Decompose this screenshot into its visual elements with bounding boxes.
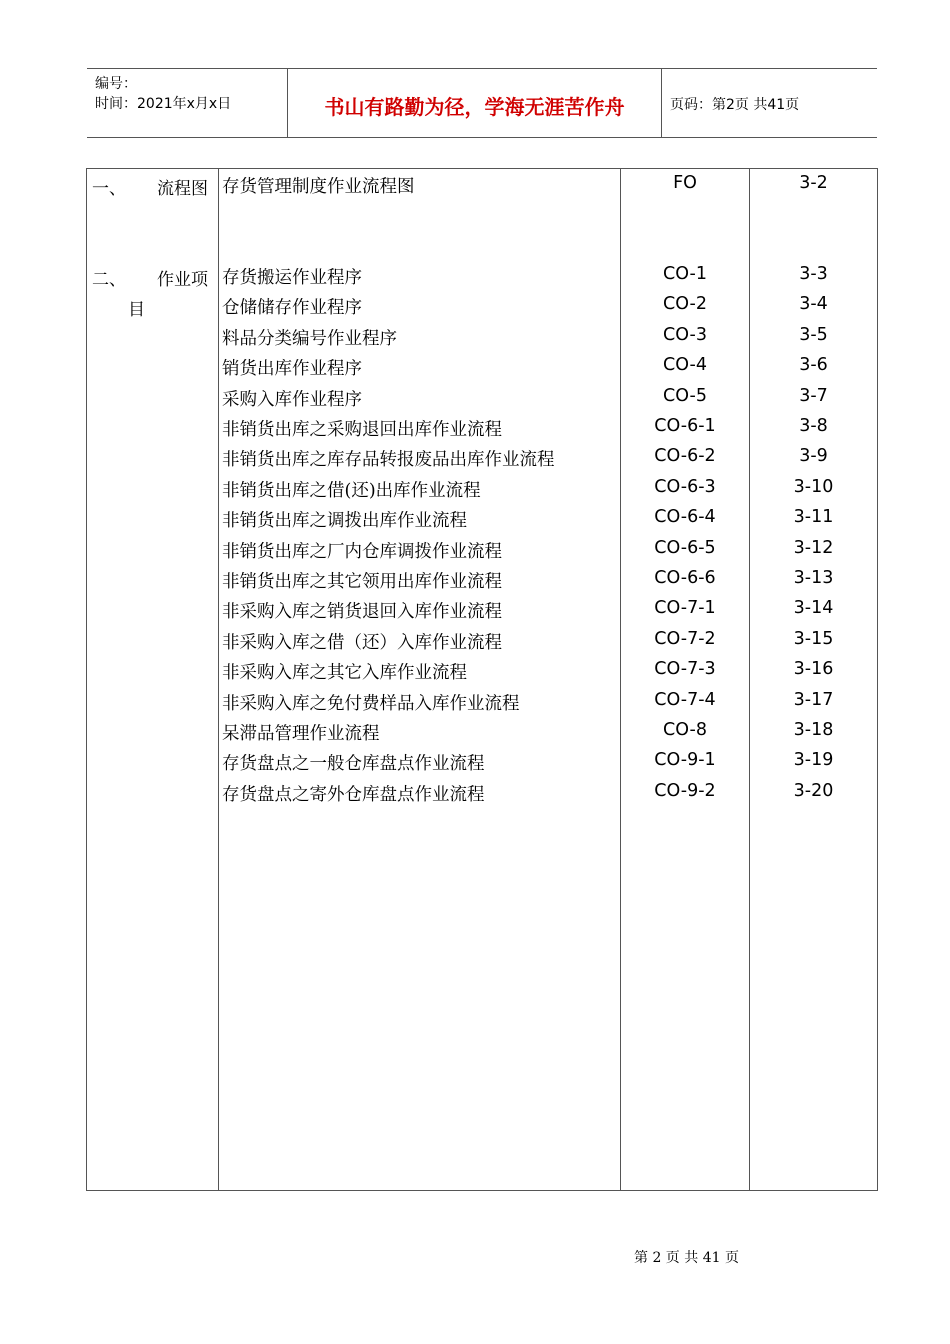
item-code: CO-7-2	[654, 628, 716, 649]
item-code: CO-7-1	[654, 598, 716, 619]
item-code: CO-6-1	[654, 416, 716, 436]
item-title: 采购入库作业程序	[222, 389, 362, 410]
table-row	[87, 325, 877, 355]
page-code: 页码：第2页 共41页	[670, 97, 800, 113]
item-code: CO-6-2	[654, 446, 716, 467]
item-code: CO-9-1	[654, 750, 716, 771]
item-code: CO-7-3	[654, 659, 716, 680]
item-code: CO-5	[663, 385, 707, 406]
table-row	[87, 264, 877, 294]
section-1-number: 一、	[92, 179, 126, 199]
section-2-number: 二、	[92, 270, 126, 290]
contents-table	[86, 168, 878, 1191]
item-page: 3-12	[793, 537, 834, 558]
table-row	[87, 538, 877, 568]
item-page: 3-14	[793, 598, 834, 619]
item-title: 非销货出库之其它领用出库作业流程	[222, 572, 502, 592]
page-header	[87, 68, 877, 138]
item-title: 存货管理制度作业流程图	[222, 177, 415, 197]
item-title: 存货盘点之一般仓库盘点作业流程	[222, 754, 485, 775]
item-title: 仓储储存作业程序	[222, 298, 362, 319]
item-page: 3-5	[799, 324, 828, 345]
item-page: 3-19	[793, 750, 834, 771]
motto-text: 书山有路勤为径，学海无涯苦作舟	[324, 95, 625, 119]
number-label: 编号：	[95, 76, 137, 92]
item-page: 3-16	[793, 659, 834, 680]
item-code: CO-1	[663, 264, 707, 284]
table-row	[87, 173, 877, 203]
item-code: CO-6-5	[654, 537, 716, 558]
item-code: CO-7-4	[654, 689, 716, 710]
item-page: 3-7	[799, 385, 828, 406]
table-row	[87, 386, 877, 416]
item-code: CO-6-6	[654, 568, 716, 588]
item-page: 3-9	[799, 446, 828, 467]
item-page: 3-10	[793, 476, 834, 497]
table-row	[87, 446, 877, 476]
table-row	[87, 690, 877, 720]
item-title: 存货搬运作业程序	[222, 268, 362, 288]
table-row	[87, 750, 877, 780]
item-page: 3-8	[799, 416, 828, 436]
table-row	[87, 507, 877, 537]
table-row	[87, 781, 877, 811]
section-1-label: 流程图	[157, 179, 208, 199]
item-title: 非销货出库之库存品转报废品出库作业流程	[222, 450, 555, 471]
item-code: CO-2	[663, 294, 707, 315]
table-row	[87, 720, 877, 750]
item-title: 非采购入库之免付费样品入库作业流程	[222, 693, 520, 714]
item-title: 存货盘点之寄外仓库盘点作业流程	[222, 784, 485, 805]
item-title: 呆滞品管理作业流程	[222, 724, 380, 744]
item-code: CO-3	[663, 324, 707, 345]
item-page: 3-18	[793, 720, 834, 740]
item-page: 3-15	[793, 628, 834, 649]
item-title: 料品分类编号作业程序	[222, 328, 397, 349]
item-title: 销货出库作业程序	[222, 359, 362, 380]
table-row	[87, 294, 877, 324]
item-title: 非销货出库之调拨出库作业流程	[222, 511, 467, 532]
item-page: 3-6	[799, 355, 828, 376]
table-row	[87, 659, 877, 689]
item-page: 3-13	[793, 568, 834, 588]
item-title: 非采购入库之销货退回入库作业流程	[222, 602, 502, 623]
item-code: CO-8	[663, 720, 707, 740]
item-page: 3-2	[799, 173, 828, 193]
item-page: 3-17	[793, 689, 834, 710]
item-code: CO-9-2	[654, 780, 716, 801]
item-title: 非销货出库之借(还)出库作业流程	[222, 480, 481, 501]
table-row	[87, 416, 877, 446]
table-row	[87, 629, 877, 659]
section-2-label: 作业项	[157, 270, 208, 290]
table-row	[87, 355, 877, 385]
item-page: 3-20	[793, 780, 834, 801]
item-page: 3-4	[799, 294, 828, 315]
item-code: CO-6-4	[654, 507, 716, 528]
section-2-label-cont: 目	[128, 300, 145, 320]
header-info-cell	[87, 69, 287, 137]
header-page-cell	[661, 69, 877, 137]
item-title: 非采购入库之其它入库作业流程	[222, 663, 467, 684]
item-page: 3-11	[793, 507, 834, 528]
header-motto-cell	[287, 69, 662, 137]
item-title: 非销货出库之厂内仓库调拨作业流程	[222, 541, 502, 562]
item-code: CO-6-3	[654, 476, 716, 497]
item-code: FO	[673, 173, 697, 193]
time-text: 时间：2021年x月x日	[95, 96, 232, 112]
table-row	[87, 598, 877, 628]
page-footer: 第 2 页 共 41 页	[634, 1250, 739, 1266]
item-title: 非销货出库之采购退回出库作业流程	[222, 420, 502, 440]
table-row	[87, 477, 877, 507]
item-code: CO-4	[663, 355, 707, 376]
item-title: 非采购入库之借（还）入库作业流程	[222, 632, 502, 653]
table-row	[87, 568, 877, 598]
item-page: 3-3	[799, 264, 828, 284]
